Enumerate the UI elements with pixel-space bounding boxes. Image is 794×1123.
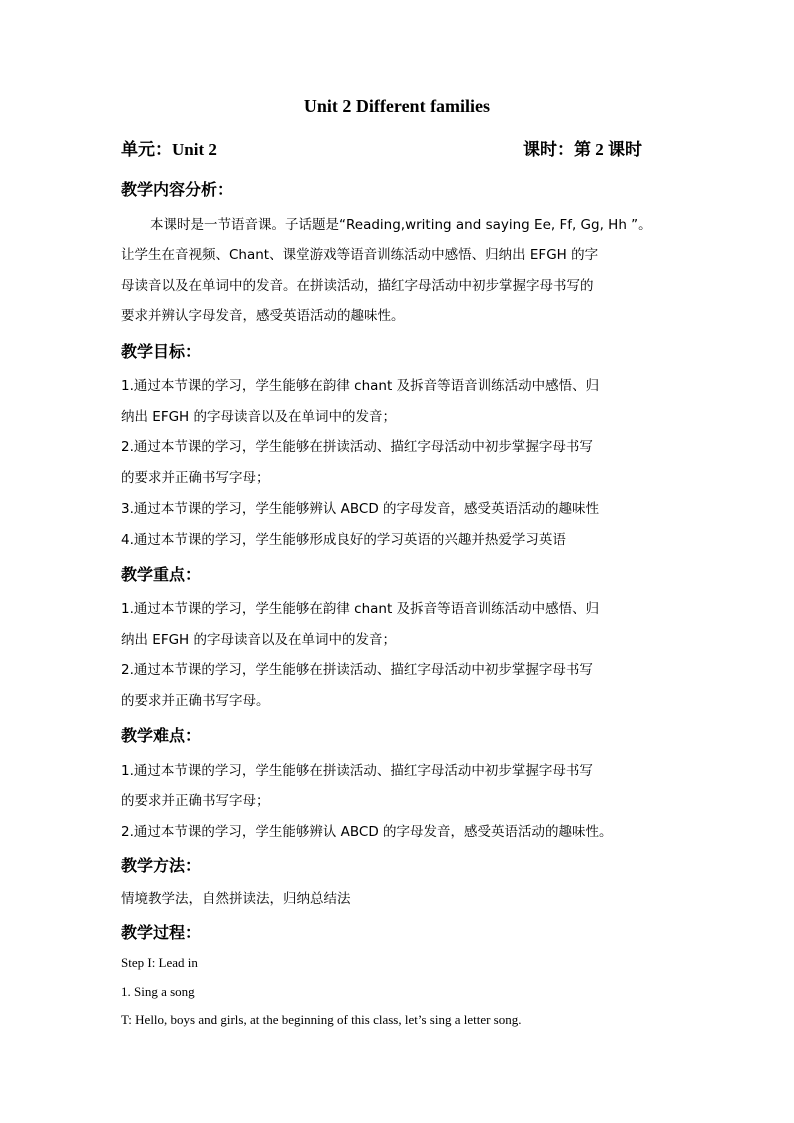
difficult-line: 2.通过本节课的学习，学生能够辨认 ABCD 的字母发音，感受英语活动的趣味性。	[121, 824, 613, 840]
method-line: 情境教学法，自然拼读法，归纳总结法	[121, 891, 351, 907]
difficult-line: 1.通过本节课的学习，学生能够在拼读活动、描红字母活动中初步掌握字母书写	[121, 763, 593, 779]
goals-line: 4.通过本节课的学习，学生能够形成良好的学习英语的兴趣并热爱学习英语	[121, 532, 566, 548]
goals-line: 纳出 EFGH 的字母读音以及在单词中的发音；	[121, 409, 396, 425]
key-line: 2.通过本节课的学习，学生能够在拼读活动、描红字母活动中初步掌握字母书写	[121, 662, 593, 678]
unit-label: 单元：Unit 2	[121, 140, 217, 159]
section-heading-goals: 教学目标：	[121, 342, 202, 361]
lesson-label: 课时：第 2 课时	[523, 140, 642, 159]
goals-line: 的要求并正确书写字母；	[121, 470, 270, 486]
content-line: 本课时是一节语音课。子话题是“Reading,writing and saying Ee, Ff, Gg, Hh ”。	[150, 217, 652, 233]
goals-line: 2.通过本节课的学习，学生能够在拼读活动、描红字母活动中初步掌握字母书写	[121, 439, 593, 455]
goals-line: 3.通过本节课的学习，学生能够辨认 ABCD 的字母发音，感受英语活动的趣味性	[121, 501, 600, 517]
content-line: 让学生在音视频、Chant、课堂游戏等语音训练活动中感悟、归纳出 EFGH 的字	[121, 247, 599, 263]
page-title: Unit 2 Different families	[303, 96, 491, 116]
content-line: 母读音以及在单词中的发音。在拼读活动，描红字母活动中初步掌握字母书写的	[121, 278, 594, 294]
section-heading-difficult: 教学难点：	[121, 726, 202, 745]
section-heading-method: 教学方法：	[121, 856, 202, 875]
section-heading-content: 教学内容分析：	[121, 180, 234, 199]
section-heading-process: 教学过程：	[121, 923, 202, 942]
key-line: 纳出 EFGH 的字母读音以及在单词中的发音；	[121, 632, 396, 648]
process-line: 1. Sing a song	[121, 984, 195, 999]
key-line: 1.通过本节课的学习，学生能够在韵律 chant 及拆音等语音训练活动中感悟、归	[121, 601, 600, 617]
section-heading-key: 教学重点：	[121, 565, 202, 584]
content-line: 要求并辨认字母发音，感受英语活动的趣味性。	[121, 308, 405, 324]
goals-line: 1.通过本节课的学习，学生能够在韵律 chant 及拆音等语音训练活动中感悟、归	[121, 378, 600, 394]
difficult-line: 的要求并正确书写字母；	[121, 793, 270, 809]
process-line: Step I: Lead in	[121, 955, 198, 970]
process-line: T: Hello, boys and girls, at the beginning of this class, let’s sing a letter song.	[121, 1012, 522, 1027]
key-line: 的要求并正确书写字母。	[121, 693, 270, 709]
